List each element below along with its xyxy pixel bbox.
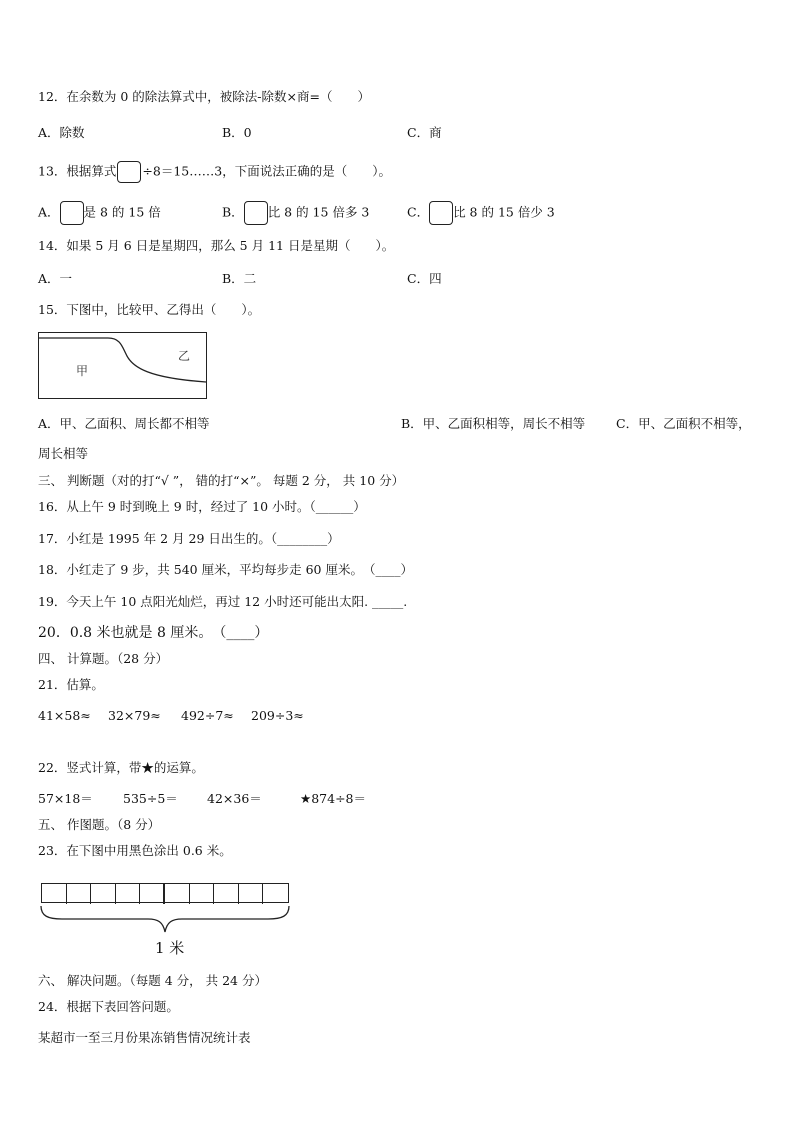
q15-option-b: B．甲、乙面积相等，周长不相等 xyxy=(401,416,586,431)
q13-option-b-box xyxy=(244,201,268,225)
q12-option-b: B．0 xyxy=(222,125,252,140)
q23-meter-segment[interactable] xyxy=(165,884,190,904)
q23-brace xyxy=(38,904,292,936)
q17: 17．小红是 1995 年 2 月 29 日出生的。（________） xyxy=(38,531,340,546)
q14-question: 14．如果 5 月 6 日是星期四，那么 5 月 11 日是星期（ ）。 xyxy=(38,238,395,253)
q15-question: 15．下图中，比较甲、乙得出（ ）。 xyxy=(38,302,261,317)
q12-question: 12．在余数为 0 的除法算式中，被除法-除数×商=（ ） xyxy=(38,89,370,104)
q13-option-c-box xyxy=(429,201,453,225)
q13-option-a-letter: A． xyxy=(38,204,60,220)
q23-meter-segment[interactable] xyxy=(214,884,239,904)
q23-meter-segment[interactable] xyxy=(91,884,116,904)
q13-option-c xyxy=(407,201,555,225)
q13-blank-box xyxy=(117,161,141,183)
q13-suffix: ÷8＝15……3，下面说法正确的是（ ）。 xyxy=(142,163,391,179)
q23-meter-segment[interactable] xyxy=(140,884,165,904)
q21-expr-4: 209÷3≈ xyxy=(251,708,304,723)
q13-option-b-letter: B． xyxy=(222,204,244,220)
q21-expr-2: 32×79≈ xyxy=(108,708,161,723)
q22-expr-1: 57×18＝ xyxy=(38,791,93,806)
q12-option-c: C．商 xyxy=(407,125,442,140)
q15-label-jia: 甲 xyxy=(76,364,89,378)
q15-option-a: A．甲、乙面积、周长都不相等 xyxy=(38,416,210,431)
q13-option-a-text: 是 8 的 15 倍 xyxy=(83,204,161,220)
q23-meter-segment[interactable] xyxy=(67,884,92,904)
q13-option-a xyxy=(38,201,161,225)
q15-figure-frame xyxy=(39,333,207,399)
q20: 20．0.8 米也就是 8 厘米。 （____） xyxy=(38,625,269,641)
q22-expr-3: 42×36＝ xyxy=(207,791,262,806)
q22-title: 22．竖式计算，带★的运算。 xyxy=(38,760,204,775)
q21-title: 21．估算。 xyxy=(38,677,104,692)
section3-title: 三、 判断题（对的打“√ ”， 错的打“×”。 每题 2 分， 共 10 分） xyxy=(38,473,405,488)
q23-brace-label: 1 米 xyxy=(155,939,185,957)
table-caption: 某超市一至三月份果冻销售情况统计表 xyxy=(38,1030,251,1045)
q13-question xyxy=(38,161,391,183)
q23-meter-segment[interactable] xyxy=(116,884,141,904)
q22-expr-4: ★874÷8＝ xyxy=(300,791,366,806)
q14-option-a: A．一 xyxy=(38,271,73,286)
q13-prefix: 13．根据算式 xyxy=(38,163,117,179)
q15-option-c-cont: 周长相等 xyxy=(38,446,89,461)
q23-meter-segment[interactable] xyxy=(190,884,215,904)
q22-expr-2: 535÷5＝ xyxy=(123,791,178,806)
q15-label-yi: 乙 xyxy=(178,349,191,363)
q21-expr-3: 492÷7≈ xyxy=(181,708,234,723)
q16: 16．从上午 9 时到晚上 9 时，经过了 10 小时。（______） xyxy=(38,499,366,514)
q14-option-b: B．二 xyxy=(222,271,257,286)
q14-option-c: C．四 xyxy=(407,271,442,286)
q21-expr-1: 41×58≈ xyxy=(38,708,91,723)
q13-option-a-box xyxy=(60,201,84,225)
section6-title: 六、 解决问题。（每题 4 分， 共 24 分） xyxy=(38,973,267,988)
q13-option-b-text: 比 8 的 15 倍多 3 xyxy=(267,204,370,220)
q23-meter-bar[interactable] xyxy=(41,883,289,903)
q18: 18．小红走了 9 步，共 540 厘米，平均每步走 60 厘米。 （____） xyxy=(38,562,413,577)
q24-title: 24．根据下表回答问题。 xyxy=(38,999,179,1014)
q23-meter-segment[interactable] xyxy=(42,884,67,904)
q23-title: 23．在下图中用黑色涂出 0.6 米。 xyxy=(38,843,232,858)
q15-figure xyxy=(38,332,210,400)
q12-option-a: A．除数 xyxy=(38,125,85,140)
q13-option-c-text: 比 8 的 15 倍少 3 xyxy=(453,204,555,220)
section5-title: 五、 作图题。（8 分） xyxy=(38,817,161,832)
q13-option-c-letter: C． xyxy=(407,204,430,220)
q13-option-b xyxy=(222,201,369,225)
q15-option-c: C．甲、乙面积不相等， xyxy=(616,416,751,431)
q19: 19．今天上午 10 点阳光灿烂，再过 12 小时还可能出太阳. _____. xyxy=(38,594,408,609)
q23-meter-segment[interactable] xyxy=(239,884,264,904)
section4-title: 四、 计算题。（28 分） xyxy=(38,651,169,666)
